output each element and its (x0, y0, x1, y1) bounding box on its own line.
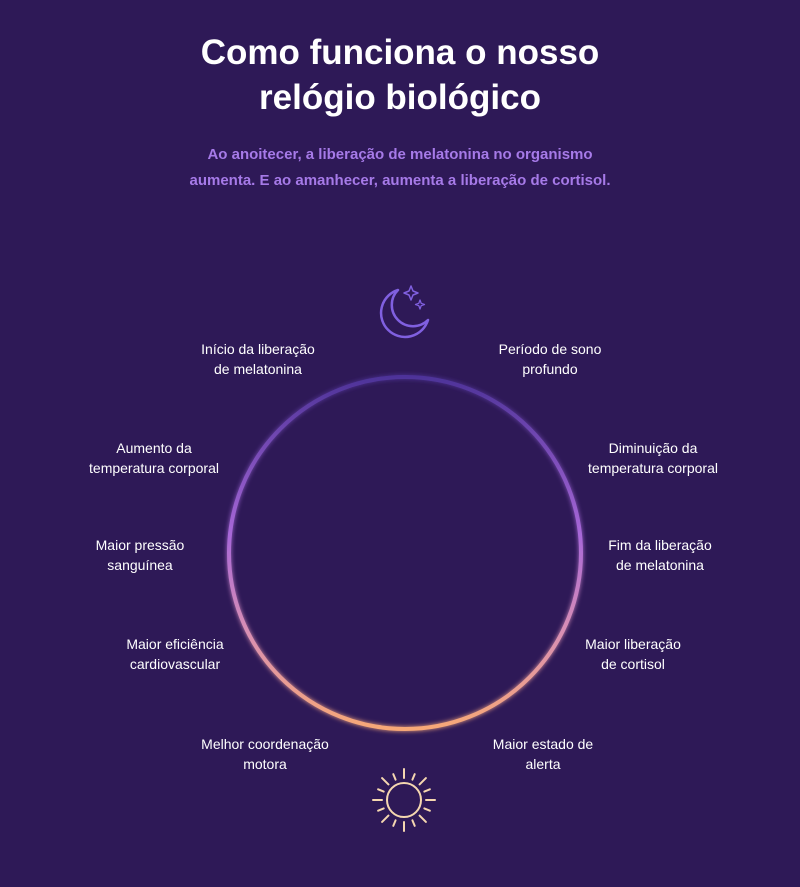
clock-ring (229, 377, 581, 729)
sun-ray (382, 816, 388, 822)
label-blood-pressure: Maior pressão sanguínea (95, 537, 185, 573)
sun-ray (393, 774, 395, 780)
subtitle-line-2: aumenta. E ao amanhecer, aumenta a liberação de cortisol. (189, 172, 611, 189)
label-cardiovascular: Maior eficiência cardiovascular (126, 636, 224, 672)
sun-ray (420, 778, 426, 784)
sun-ray (412, 774, 414, 780)
label-cortisol-release: Maior liberação de cortisol (585, 636, 681, 672)
label-temperature-increase: Aumento da temperatura corporal (89, 440, 219, 476)
label-melatonin-start: Início da liberação de melatonina (201, 341, 315, 377)
sun-ray (378, 789, 384, 791)
sun-ray (382, 778, 388, 784)
label-deep-sleep: Período de sono profundo (498, 341, 602, 377)
sun-ray (378, 808, 384, 810)
label-melatonin-end: Fim da liberação de melatonina (608, 537, 712, 573)
title-line-2: relógio biológico (259, 78, 541, 117)
label-temperature-decrease: Diminuição da temperatura corporal (588, 440, 718, 476)
sun-ray (420, 816, 426, 822)
moon-stars-icon (381, 286, 428, 337)
label-alertness: Maior estado de alerta (492, 736, 594, 772)
sun-icon (373, 769, 435, 831)
label-motor-coordination: Melhor coordenação motora (201, 736, 329, 772)
sun-ray (424, 789, 430, 791)
sun-ray (424, 808, 430, 810)
sun-ray (393, 820, 395, 826)
sun-ray (412, 820, 414, 826)
subtitle-line-1: Ao anoitecer, a liberação de melatonina no organismo (207, 146, 593, 163)
title-line-1: Como funciona o nosso (200, 33, 600, 72)
